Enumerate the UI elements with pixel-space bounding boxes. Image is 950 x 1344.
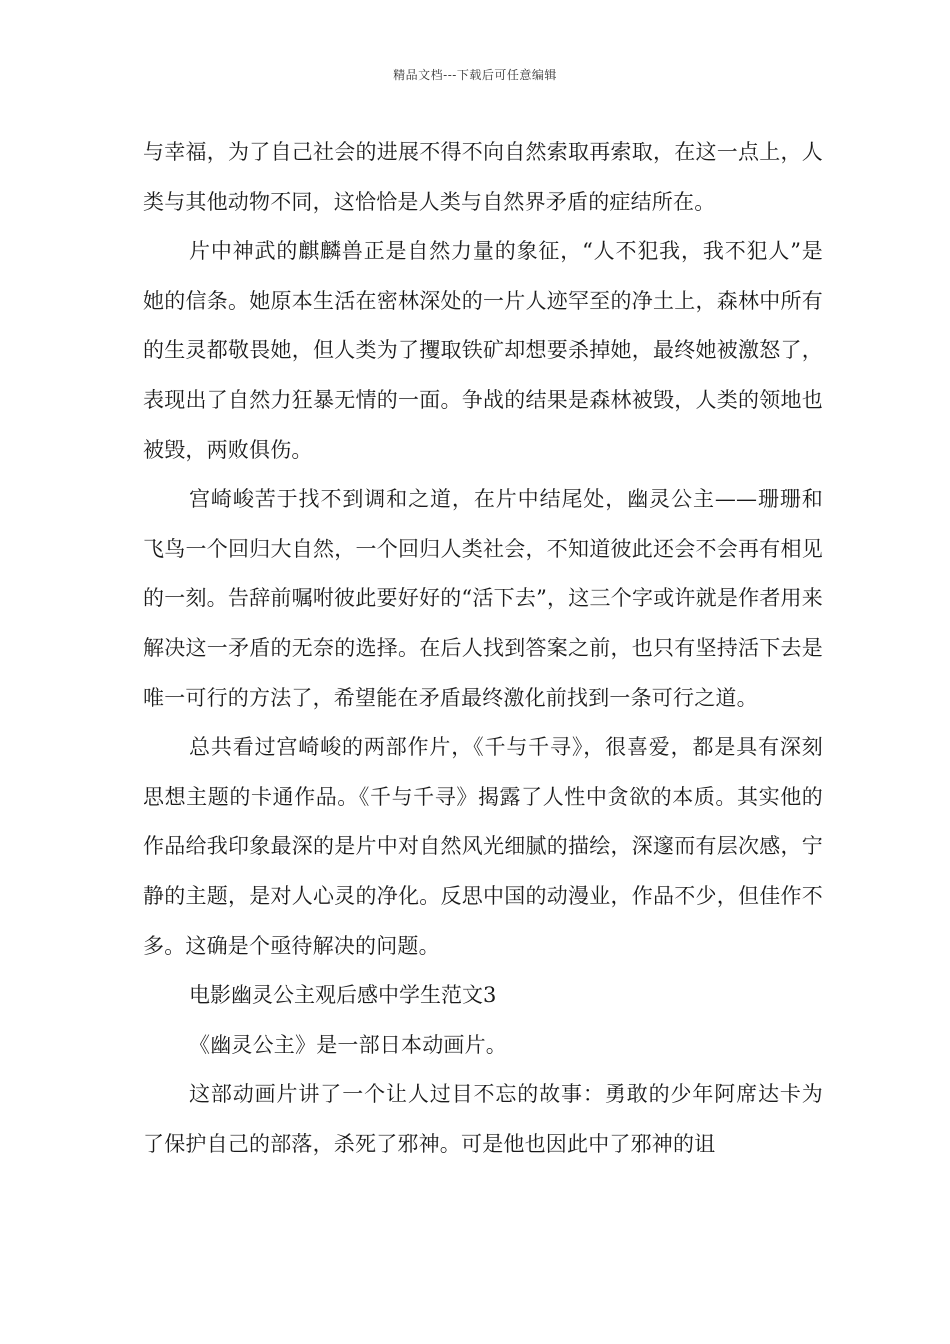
paragraph-intro: 《幽灵公主》是一部日本动画片。	[189, 1032, 507, 1057]
section-title: 电影幽灵公主观后感中学生范文3	[189, 983, 497, 1008]
paragraph-continuation: 与幸福，为了自己社会的进展不得不向自然索取再索取，在这一点上，人类与其他动物不同，这恰恰是人类与自然界矛盾的症结所在。	[143, 140, 823, 214]
paragraph-spirited-away: 总共看过宫崎峻的两部作片，《千与千寻》，很喜爱，都是具有深刻思想主题的卡通作品。《千与千寻》揭露了人性中贪欲的本质。其实他的作品给我印象最深的是片中对自然风光细腻的描绘，深邃而有层次感，宁静的主题，是对人心灵的净化。反思中国的动漫业，作品不少，但佳作不多。这确是个亟待解决的问题。	[143, 735, 823, 958]
paragraph-reconciliation: 宫崎峻苦于找不到调和之道，在片中结尾处，幽灵公主——珊珊和飞鸟一个回归大自然，一个回归人类社会，不知道彼此还会不会再有相见的一刻。告辞前嘱咐彼此要好好的“活下去”，这三个字或许就是作者用来解决这一矛盾的无奈的选择。在后人找到答案之前，也只有坚持活下去是唯一可行的方法了，希望能在矛盾最终激化前找到一条可行之道。	[143, 487, 823, 710]
document-body	[143, 128, 823, 1169]
paragraph-story: 这部动画片讲了一个让人过目不忘的故事：勇敢的少年阿席达卡为了保护自己的部落，杀死了邪神。可是他也因此中了邪神的诅	[143, 1082, 823, 1156]
paragraph-kirin: 片中神武的麒麟兽正是自然力量的象征，“人不犯我，我不犯人”是她的信条。她原本生活在密林深处的一片人迹罕至的净土上，森林中所有的生灵都敬畏她，但人类为了攫取铁矿却想要杀掉她，最终她被激怒了，表现出了自然力狂暴无情的一面。争战的结果是森林被毁，人类的领地也被毁，两败俱伤。	[143, 239, 823, 462]
page-header: 精品文档---下载后可任意编辑	[393, 68, 557, 82]
